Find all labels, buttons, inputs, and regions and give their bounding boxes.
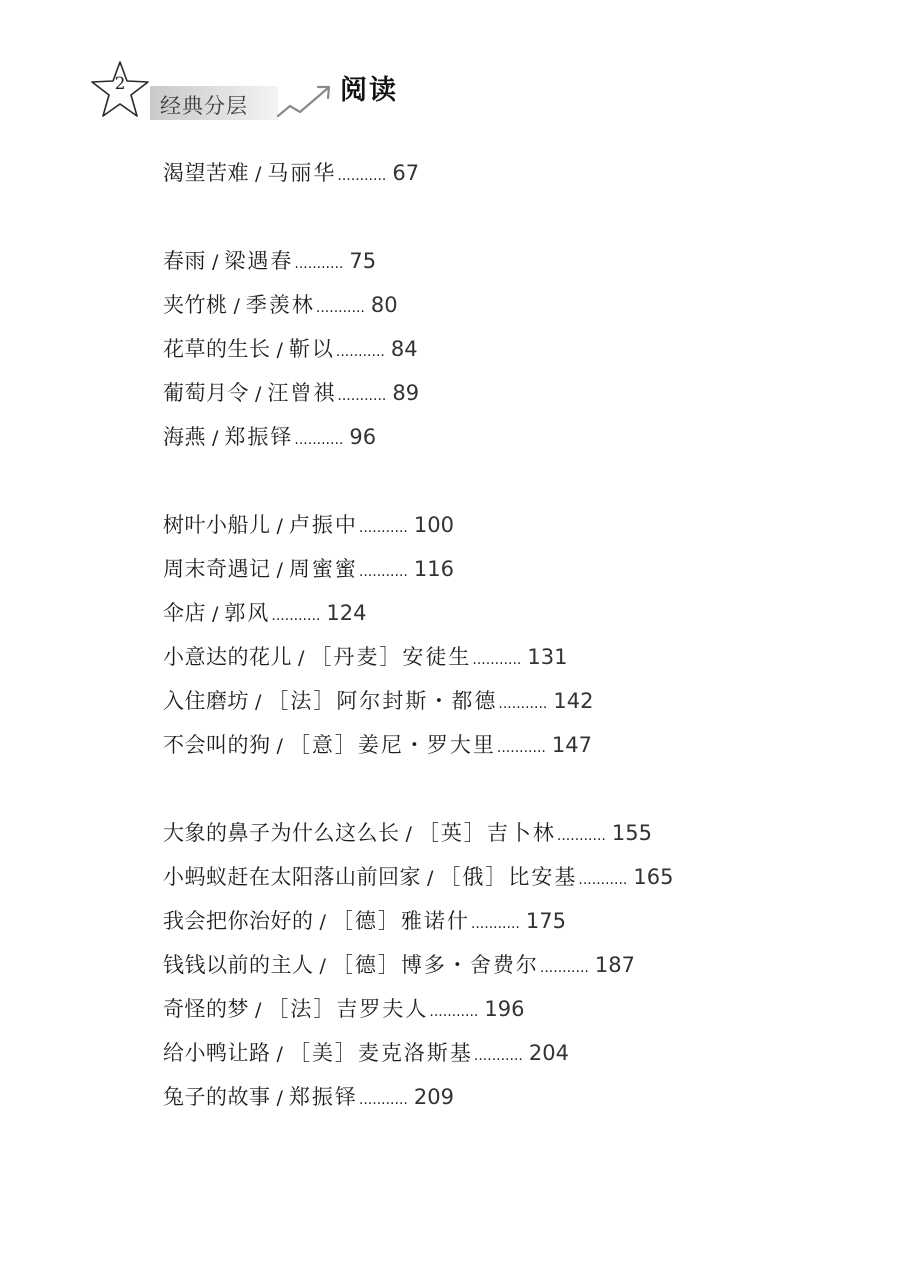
entry-leader-dots: ........... [337, 168, 387, 184]
entry-separator: / [276, 1087, 283, 1109]
entry-title: 春雨 [163, 249, 206, 273]
toc-entry [163, 685, 593, 717]
toc-entry [163, 597, 366, 629]
toc-entry [163, 729, 592, 761]
toc-entry [163, 905, 566, 937]
entry-separator: / [319, 955, 326, 977]
entry-author: ［意］姜尼・罗大里 [288, 733, 496, 757]
entry-title: 奇怪的梦 [163, 997, 249, 1021]
entry-leader-dots: ........... [315, 300, 365, 316]
entry-leader-dots: ........... [358, 520, 408, 536]
toc-entry [163, 553, 454, 585]
entry-separator: / [212, 427, 219, 449]
entry-leader-dots: ........... [271, 608, 321, 624]
entry-separator: / [298, 647, 305, 669]
entry-title: 渴望苦难 [163, 161, 249, 185]
entry-author: 季羡林 [245, 293, 315, 317]
entry-separator: / [255, 691, 262, 713]
entry-leader-dots: ........... [473, 1048, 523, 1064]
toc-entry [163, 949, 635, 981]
entry-separator: / [427, 867, 434, 889]
entry-author: 郑振铎 [224, 425, 294, 449]
toc-entry [163, 421, 376, 453]
entry-author: 卢振中 [288, 513, 358, 537]
entry-page-number: 175 [525, 909, 566, 933]
entry-leader-dots: ........... [539, 960, 589, 976]
entry-leader-dots: ........... [335, 344, 385, 360]
entry-page-number: 89 [392, 381, 420, 405]
entry-separator: / [233, 295, 240, 317]
entry-leader-dots: ........... [337, 388, 387, 404]
page-header [88, 58, 418, 128]
entry-title: 小意达的花儿 [163, 645, 292, 669]
entry-title: 海燕 [163, 425, 206, 449]
entry-page-number: 196 [484, 997, 525, 1021]
entry-author: 马丽华 [267, 161, 337, 185]
page-number: 2 [114, 74, 126, 94]
entry-separator: / [255, 163, 262, 185]
entry-author: ［美］麦克洛斯基 [288, 1041, 473, 1065]
entry-leader-dots: ........... [358, 564, 408, 580]
entry-leader-dots: ........... [578, 872, 628, 888]
entry-leader-dots: ........... [472, 652, 522, 668]
rising-arrow-icon [276, 78, 338, 120]
entry-page-number: 204 [528, 1041, 569, 1065]
entry-page-number: 131 [527, 645, 568, 669]
entry-author: ［德］雅诺什 [331, 909, 470, 933]
section-title: 阅读 [340, 75, 398, 106]
entry-author: ［俄］比安基 [439, 865, 578, 889]
series-label-box [150, 86, 278, 120]
entry-title: 我会把你治好的 [163, 909, 314, 933]
entry-title: 大象的鼻子为什么这么长 [163, 821, 400, 845]
entry-title: 周末奇遇记 [163, 557, 271, 581]
entry-leader-dots: ........... [470, 916, 520, 932]
entry-separator: / [212, 251, 219, 273]
entry-page-number: 209 [413, 1085, 454, 1109]
entry-page-number: 100 [413, 513, 454, 537]
entry-title: 钱钱以前的主人 [163, 953, 314, 977]
entry-author: 郑振铎 [288, 1085, 358, 1109]
entry-leader-dots: ........... [294, 432, 344, 448]
toc-entry [163, 509, 454, 541]
toc-entry [163, 641, 567, 673]
entry-page-number: 67 [392, 161, 420, 185]
entry-title: 花草的生长 [163, 337, 271, 361]
entry-title: 给小鸭让路 [163, 1041, 271, 1065]
entry-separator: / [276, 1043, 283, 1065]
toc-entry [163, 993, 524, 1025]
entry-separator: / [276, 339, 283, 361]
toc-entry [163, 245, 376, 277]
entry-title: 入住磨坊 [163, 689, 249, 713]
entry-leader-dots: ........... [498, 696, 548, 712]
entry-title: 小蚂蚁赶在太阳落山前回家 [163, 865, 421, 889]
entry-title: 葡萄月令 [163, 381, 249, 405]
entry-leader-dots: ........... [556, 828, 606, 844]
entry-author: ［丹麦］安徒生 [310, 645, 472, 669]
entry-page-number: 80 [370, 293, 398, 317]
entry-page-number: 124 [326, 601, 367, 625]
entry-separator: / [405, 823, 412, 845]
entry-separator: / [276, 559, 283, 581]
entry-page-number: 187 [594, 953, 635, 977]
entry-separator: / [276, 515, 283, 537]
toc-entry [163, 333, 418, 365]
entry-page-number: 75 [349, 249, 377, 273]
entry-page-number: 96 [349, 425, 377, 449]
entry-author: 梁遇春 [224, 249, 294, 273]
series-label: 经典分层 [160, 94, 248, 118]
entry-title: 伞店 [163, 601, 206, 625]
entry-page-number: 155 [611, 821, 652, 845]
entry-title: 兔子的故事 [163, 1085, 271, 1109]
toc-entry [163, 861, 673, 893]
entry-author: 靳以 [288, 337, 335, 361]
entry-separator: / [276, 735, 283, 757]
toc-entry [163, 1081, 454, 1113]
toc-entry [163, 377, 419, 409]
entry-page-number: 147 [551, 733, 592, 757]
entry-page-number: 116 [413, 557, 454, 581]
entry-title: 树叶小船儿 [163, 513, 271, 537]
entry-separator: / [319, 911, 326, 933]
entry-author: 汪曾祺 [267, 381, 337, 405]
entry-author: ［英］吉卜林 [417, 821, 556, 845]
toc-entry [163, 157, 419, 189]
entry-author: ［法］阿尔封斯・都德 [267, 689, 498, 713]
entry-separator: / [212, 603, 219, 625]
entry-author: 周蜜蜜 [288, 557, 358, 581]
entry-separator: / [255, 383, 262, 405]
entry-leader-dots: ........... [358, 1092, 408, 1108]
toc-entry [163, 817, 652, 849]
entry-author: 郭风 [224, 601, 271, 625]
entry-page-number: 165 [633, 865, 674, 889]
entry-author: ［法］吉罗夫人 [267, 997, 429, 1021]
toc-entry [163, 1037, 569, 1069]
entry-page-number: 142 [553, 689, 594, 713]
entry-leader-dots: ........... [496, 740, 546, 756]
entry-leader-dots: ........... [294, 256, 344, 272]
entry-page-number: 84 [390, 337, 418, 361]
entry-separator: / [255, 999, 262, 1021]
entry-author: ［德］博多・舍费尔 [331, 953, 539, 977]
toc-entry [163, 289, 398, 321]
entry-title: 夹竹桃 [163, 293, 228, 317]
entry-leader-dots: ........... [429, 1004, 479, 1020]
entry-title: 不会叫的狗 [163, 733, 271, 757]
